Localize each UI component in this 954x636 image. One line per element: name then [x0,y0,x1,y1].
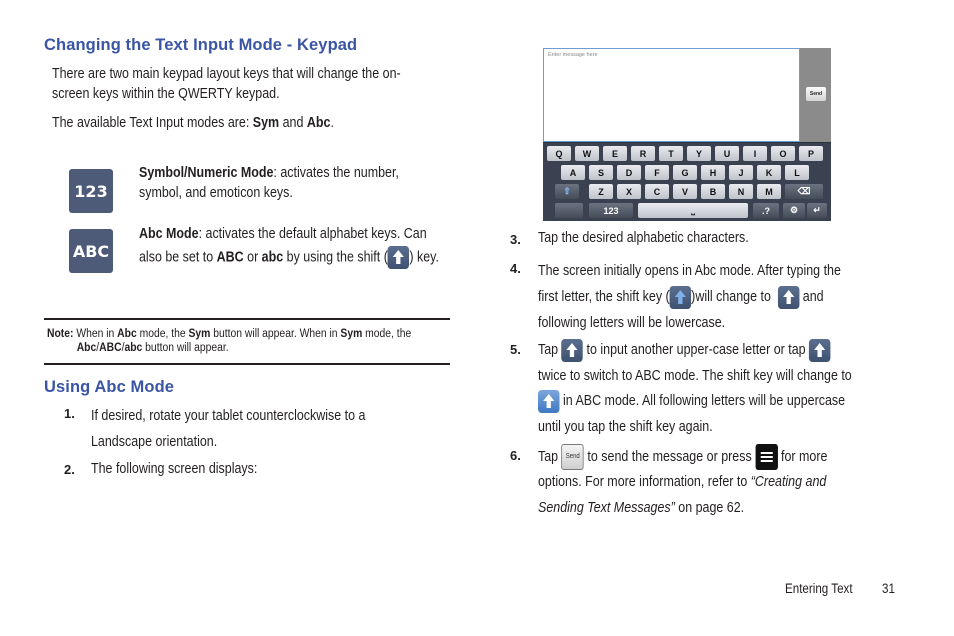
key-a[interactable]: A [561,165,585,180]
keyboard [543,143,831,221]
step-number: 1. [64,406,75,421]
shift-arrow-icon [778,286,800,309]
key-e[interactable]: E [603,146,627,161]
step-2-text: The following screen displays: [91,461,258,477]
section-heading-keypad: Changing the Text Input Mode - Keypad [44,36,358,54]
message-input[interactable]: Enter message here [543,48,800,142]
tablet-screenshot [543,48,831,221]
key-x[interactable]: X [617,184,641,199]
key-u[interactable]: U [715,146,739,161]
key-p[interactable]: P [799,146,823,161]
shift-arrow-icon [562,339,584,362]
key-b[interactable]: B [701,184,725,199]
key-s[interactable]: S [589,165,613,180]
shift-key[interactable]: ⇧ [555,184,579,199]
abc-mode-key-icon: ABC [69,229,113,273]
enter-key[interactable]: ↵ [807,203,827,218]
note-bottom-rule [44,363,450,365]
key-j[interactable]: J [729,165,753,180]
emoticon-key[interactable] [555,203,583,218]
shift-arrow-icon [388,246,410,269]
step-5-text: Tap to input another upper-case letter or tap twice to switch to ABC mode. The shift key will change to in ABC mode. All following letters will be uppercase until you tap the shift key again. [538,338,852,440]
backspace-key[interactable]: ⌫ [785,184,823,199]
key-t[interactable]: T [659,146,683,161]
step-1-text: If desired, rotate your tablet counterclockwise to a Landscape orientation. [91,408,366,450]
sym-mode-description: Symbol/Numeric Mode: activates the number, symbol, and emoticon keys. [139,165,399,201]
key-d[interactable]: D [617,165,641,180]
key-m[interactable]: M [757,184,781,199]
menu-icon [755,444,777,470]
step-3-text: Tap the desired alphabetic characters. [538,230,749,246]
punctuation-key[interactable]: .? [753,203,779,218]
abc-mode-description: Abc Mode: activates the default alphabet keys. Can also be set to ABC or abc by using the shift ( ) key. [139,224,439,269]
gear-key[interactable]: ⚙ [783,203,805,218]
key-c[interactable]: C [645,184,669,199]
section-heading-abc-mode: Using Abc Mode [44,378,175,396]
send-button[interactable]: Send [806,87,826,101]
key-h[interactable]: H [701,165,725,180]
intro-paragraph: There are two main keypad layout keys that will change the on- screen keys within the QWERTY keypad. [52,66,401,102]
footer-section-title: Entering Text [785,581,853,596]
page-number: 31 [882,581,895,596]
key-z[interactable]: Z [589,184,613,199]
sym-mode-key-icon: 123 [69,169,113,213]
key-r[interactable]: R [631,146,655,161]
sym-key[interactable]: 123 [589,203,633,218]
key-f[interactable]: F [645,165,669,180]
step-number: 2. [64,462,75,477]
step-6-text: Tap Send to send the message or press for more options. For more information, refer to “Creating and Sending Text Messages” on page 62. [538,444,827,521]
step-number: 5. [510,342,521,357]
key-n[interactable]: N [729,184,753,199]
note-box: Note: When in Abc mode, the Sym button will appear. When in Sym mode, the Abc/ABC/abc button will appear. [47,328,412,354]
shift-arrow-icon [670,286,692,309]
shift-arrow-icon [809,339,831,362]
modes-sentence: The available Text Input modes are: Sym and Abc. [52,115,334,131]
step-number: 4. [510,261,521,276]
step-number: 3. [510,232,521,247]
key-k[interactable]: K [757,165,781,180]
key-v[interactable]: V [673,184,697,199]
key-o[interactable]: O [771,146,795,161]
step-number: 6. [510,448,521,463]
key-i[interactable]: I [743,146,767,161]
step-4-text: The screen initially opens in Abc mode. After typing the first letter, the shift key ( )will change to and following letters will be lowercase. [538,263,841,331]
key-g[interactable]: G [673,165,697,180]
key-w[interactable]: W [575,146,599,161]
key-q[interactable]: Q [547,146,571,161]
send-key-icon: Send [562,444,584,470]
key-l[interactable]: L [785,165,809,180]
space-key[interactable]: ⎵ [638,203,748,218]
shift-arrow-icon [538,390,560,413]
key-y[interactable]: Y [687,146,711,161]
note-top-rule [44,318,450,320]
